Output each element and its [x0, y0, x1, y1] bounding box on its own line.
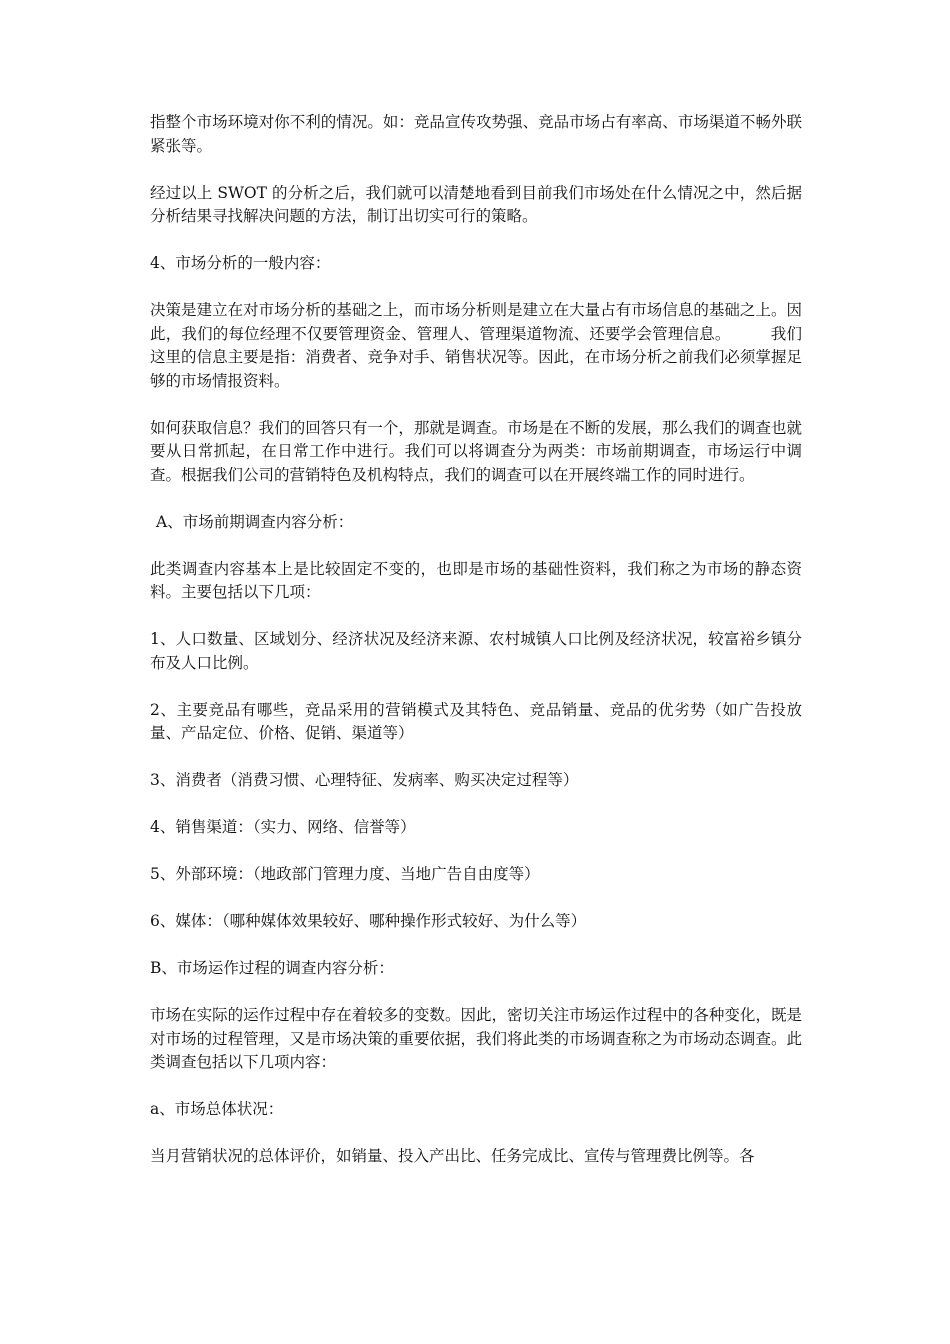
paragraph-decision-basis-part1: 决策是建立在对市场分析的基础之上，而市场分析则是建立在大量占有市场信息的基础之上。因此，我们的每位经理不仅要管理资金、管理人、管理渠道物流、还要学会管理信息。: [150, 301, 802, 343]
section-heading-b-operation-survey: B、市场运作过程的调查内容分析：: [150, 959, 394, 977]
list-item-6-media: 6、媒体：（哪种媒体效果较好、哪种操作形式较好、为什么等）: [150, 912, 587, 930]
paragraph-static-data: 此类调查内容基本上是比较固定不变的，也即是市场的基础性资料，我们称之为市场的静态资料。主要包括以下几项：: [150, 559, 802, 601]
paragraph-decision-basis-part2: 我们这里的信息主要是指：消费者、竞争对手、销售状况等。因此，在市场分析之前我们必须掌握足够的市场情报资料。: [150, 324, 802, 390]
paragraph-how-to-get-info: 如何获取信息？我们的回答只有一个，那就是调查。市场是在不断的发展，那么我们的调查也就要从日常抓起，在日常工作中进行。我们可以将调查分为两类：市场前期调查，市场运行中调查。根据我们公司的营销特色及机构特点，我们的调查可以在开展终端工作的同时进行。: [150, 418, 802, 484]
list-item-2-competitors: 2、主要竞品有哪些，竞品采用的营销模式及其特色、竞品销量、竞品的优劣势（如广告投放量、产品定位、价格、促销、渠道等）: [150, 700, 802, 742]
list-item-5-external-environment: 5、外部环境：（地政部门管理力度、当地广告自由度等）: [150, 865, 540, 883]
paragraph-threats-definition: 指整个市场环境对你不利的情况。如：竞品宣传攻势强、竞品市场占有率高、市场渠道不畅外联紧张等。: [150, 113, 802, 155]
section-heading-a-pre-market-survey: A、市场前期调查内容分析：: [156, 512, 354, 531]
list-item-3-consumers: 3、消费者（消费习惯、心理特征、发病率、购买决定过程等）: [150, 771, 579, 789]
list-item-1-population: 1、人口数量、区域划分、经济状况及经济来源、农村城镇人口比例及经济状况，较富裕乡镇分布及人口比例。: [150, 630, 802, 672]
section-heading-market-analysis-content: 4、市场分析的一般内容：: [150, 254, 331, 272]
paragraph-swot-summary: 经过以上 SWOT 的分析之后，我们就可以清楚地看到目前我们市场处在什么情况之中，然后据分析结果寻找解决问题的方法，制订出切实可行的策略。: [150, 183, 802, 225]
paragraph-monthly-evaluation: 当月营销状况的总体评价，如销量、投入产出比、任务完成比、宣传与管理费比例等。各: [150, 1147, 755, 1165]
document-body: [150, 111, 802, 1192]
subsection-heading-a-overall-status: a、市场总体状况：: [150, 1100, 284, 1118]
list-item-4-sales-channels: 4、销售渠道：（实力、网络、信誉等）: [150, 818, 416, 836]
paragraph-decision-basis: [150, 299, 802, 393]
paragraph-dynamic-survey: 市场在实际的运作过程中存在着较多的变数。因此，密切关注市场运作过程中的各种变化，既是对市场的过程管理，又是市场决策的重要依据，我们将此类的市场调查称之为市场动态调查。此类调查包括以下几项内容：: [150, 1006, 802, 1071]
